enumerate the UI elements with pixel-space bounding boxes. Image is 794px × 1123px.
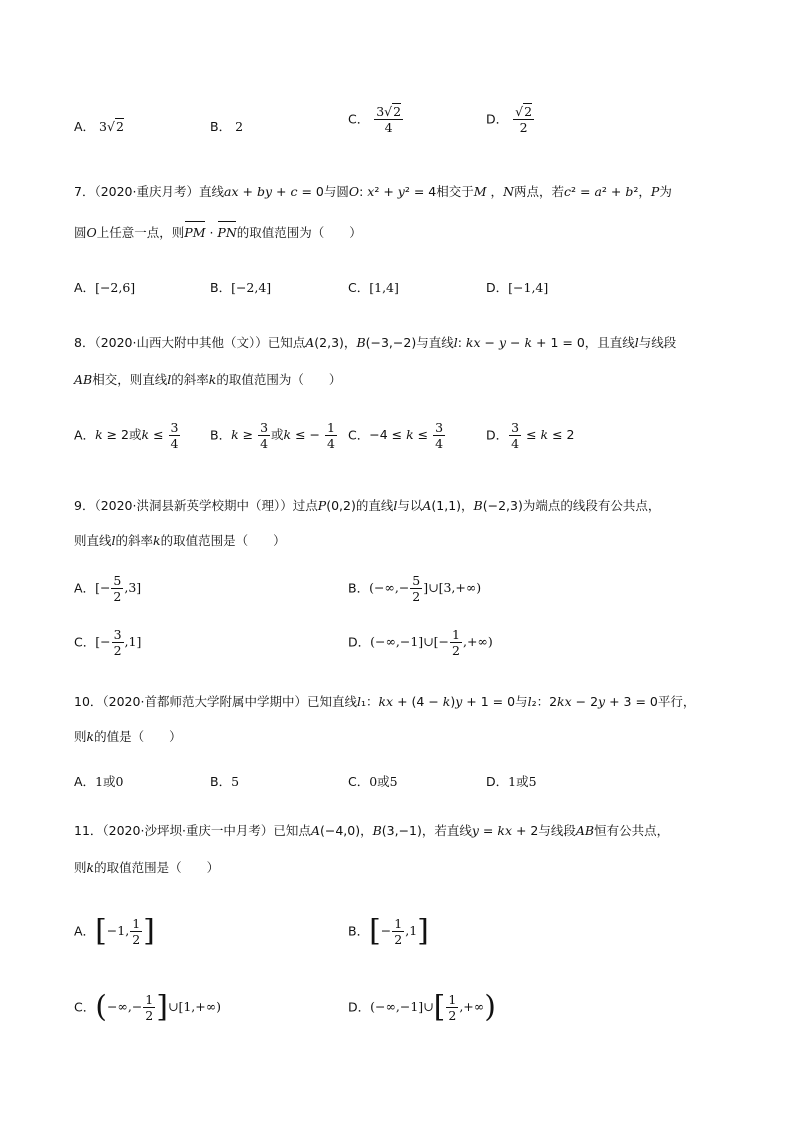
q8-option-d: D． $\frac{3}{4}$ ≤ k ≤ 2 [486,420,575,451]
q7-option-a: A．[−2,6] [74,280,136,295]
q9-option-a: A．[− $\frac{5}{2}$ ,3] [74,573,142,604]
q11-option-c: C．(−∞,− $\frac{1}{2}$ ]∪[1,+∞) [74,989,222,1025]
q7-option-b: B．[−2,4] [210,280,272,295]
q7-stem-line2: 圆O上任意一点，则PM · PN的取值范围为（ ） [74,225,362,240]
option-label: C． [348,111,370,127]
q7-option-c: C．[1,4] [348,280,399,295]
q7-stem-line1: 7．（2020·重庆月考）直线ax + by + c = 0与圆O: x² + y² = 4相交于M ，N两点，若c² = a² + b²，P为 [74,184,672,199]
option-label: D． [486,111,509,127]
q10-option-a: A．1或0 [74,774,124,789]
q10-option-c: C．0或5 [348,774,398,789]
q11-option-d: D．(−∞,−1]∪[ $\frac{1}{2}$ ,+∞) [348,989,496,1025]
option-label: B． [210,119,232,134]
q6-option-d [486,104,535,135]
q9-stem-line1: 9．（2020·洪洞县新英学校期中（理））过点P(0,2)的直线l与以A(1,1)，B(−2,3)为端点的线段有公共点， [74,498,661,513]
q11-stem-line1: 11．（2020·沙坪坝·重庆一中月考）已知点A(−4,0)，B(3,−1)，若直线y = kx + 2与线段AB恒有公共点， [74,823,670,838]
question-source: （2020·山西大附中其他（文）） [94,335,268,350]
fraction: $\frac{3√2}{4}$ [376,104,402,135]
question-source: （2020·重庆月考） [94,184,199,199]
q8-option-c: C．−4 ≤ k ≤ $\frac{3}{4}$ [348,420,444,451]
q9-stem-line2: 则直线l的斜率k的取值范围是（ ） [74,533,286,548]
q7-option-d: D．[−1,4] [486,280,549,295]
q11-option-b: B．[− $\frac{1}{2}$ ,1] [348,913,429,949]
q9-option-d: D．(−∞,−1]∪[− $\frac{1}{2}$ ,+∞) [348,627,493,658]
q10-stem-line1: 10．（2020·首都师范大学附属中学期中）已知直线l₁：kx + (4 − k)y + 1 = 0与l₂：2kx − 2y + 3 = 0平行， [74,694,696,709]
q11-stem-line2: 则k的取值范围是（ ） [74,860,220,875]
question-source: （2020·沙坪坝·重庆一中月考） [102,823,274,838]
q8-option-b: B．k ≥ $\frac{3}{4}$ 或k ≤ − $\frac{1}{4}$ [210,420,335,451]
q10-stem-line2: 则k的值是（ ） [74,729,182,744]
fraction: $\frac{√2}{2}$ [515,104,533,135]
option-label: A． [74,119,96,134]
option-text: 2 [235,119,244,134]
q8-option-a: A．k ≥ 2或k ≤ $\frac{3}{4}$ [74,420,179,451]
q6-option-b [210,118,243,136]
q10-option-b: B．5 [210,774,240,789]
question-source: （2020·洪洞县新英学校期中（理）） [94,498,293,513]
q11-option-a: A．[−1, $\frac{1}{2}$ ] [74,913,155,949]
q10-option-d: D．1或5 [486,774,537,789]
q9-option-c: C．[− $\frac{3}{2}$ ,1] [74,627,142,658]
option-text: 3√2 [99,119,124,134]
q8-stem-line2: AB相交，则直线l的斜率k的取值范围为（ ） [74,372,342,387]
question-source: （2020·首都师范大学附属中学期中） [102,694,307,709]
q6-option-a [74,118,124,136]
q9-option-b: B．(−∞,− $\frac{5}{2}$ ]∪[3,+∞) [348,573,482,604]
q6-option-c [348,104,404,135]
q8-stem-line1: 8．（2020·山西大附中其他（文））已知点A(2,3)，B(−3,−2)与直线l: kx − y − k + 1 = 0，且直线l与线段 [74,335,677,350]
